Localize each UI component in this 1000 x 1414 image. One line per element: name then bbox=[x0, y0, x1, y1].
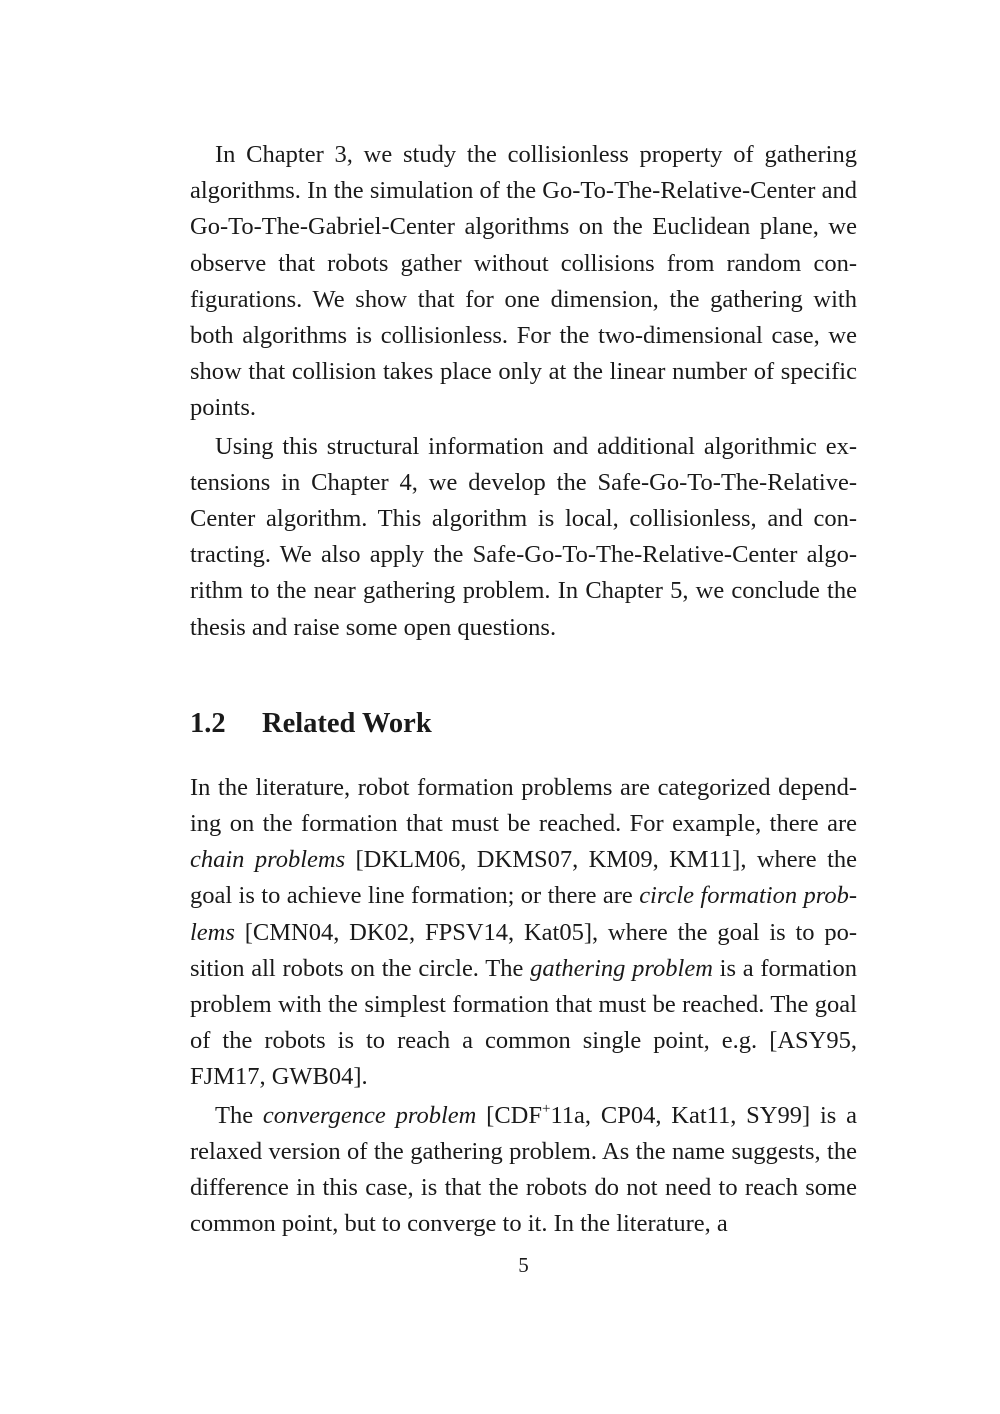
section-title: Related Work bbox=[262, 707, 432, 739]
text-segment: 11a, CP04, Kat11, SY99] is a relaxed version of the gathering problem. As the name suggests, the difference in this case, is that the robots do not need to reach some common point, but to converge to it. In the literature, a bbox=[190, 1101, 857, 1238]
emphasis-convergence-problem: convergence problem bbox=[262, 1101, 477, 1129]
paragraph-formation-problems bbox=[190, 770, 857, 1096]
text-segment: is a formation problem with the simplest formation that must be reached. The goal of the robots is to reach a common single point, e.g. [ASY95, FJM17, GWB04]. bbox=[190, 954, 857, 1091]
section-number: 1.2 bbox=[190, 707, 226, 739]
page-number: 5 bbox=[518, 1253, 529, 1277]
text-segment: [CDF bbox=[476, 1101, 542, 1129]
section-heading bbox=[190, 706, 857, 742]
paragraph-convergence-problem bbox=[190, 1098, 857, 1243]
emphasis-circle-formation-problems: circle formation problems bbox=[190, 882, 857, 946]
text-segment: [CMN04, DK02, FPSV14, Kat05], where the goal is to position all robots on the circle. The bbox=[190, 918, 857, 982]
emphasis-chain-problems: chain problems bbox=[190, 846, 346, 874]
text-segment: [DKLM06, DKMS07, KM09, KM11], where the goal is to achieve line formation; or there are bbox=[190, 846, 858, 910]
text-segment: The bbox=[215, 1101, 263, 1129]
page-body bbox=[190, 137, 857, 1242]
emphasis-gathering-problem: gathering problem bbox=[530, 954, 713, 982]
paragraph-chapter-4-5-summary: Using this structural information and additional algorithmic extensions in Chapter 4, we develop the Safe-Go-To-The-Relative-Center algorithm. This algorithm is local, collisionless, and contracting. We also apply the Safe-Go-To-The-Relative-Center algorithm to the near gathering problem. In Chapter 5, we conclude the thesis and raise some open questions. bbox=[190, 432, 857, 641]
paragraph-chapter-3-summary: In Chapter 3, we study the collisionless property of gathering algorithms. In the simulation of the Go-To-The-Relative-Center and Go-To-The-Gabriel-Center algorithms on the Euclidean plane, we observe that robots gather without collisions from random configurations. We show that for one dimension, the gathering with both algorithms is collisionless. For the two-dimensional case, we show that collision takes place only at the linear number of specific points. bbox=[190, 141, 857, 422]
text-segment: In the literature, robot formation problems are categorized depending on the formation that must be reached. For example, there are bbox=[190, 773, 857, 838]
citation-superscript: + bbox=[541, 1100, 551, 1117]
